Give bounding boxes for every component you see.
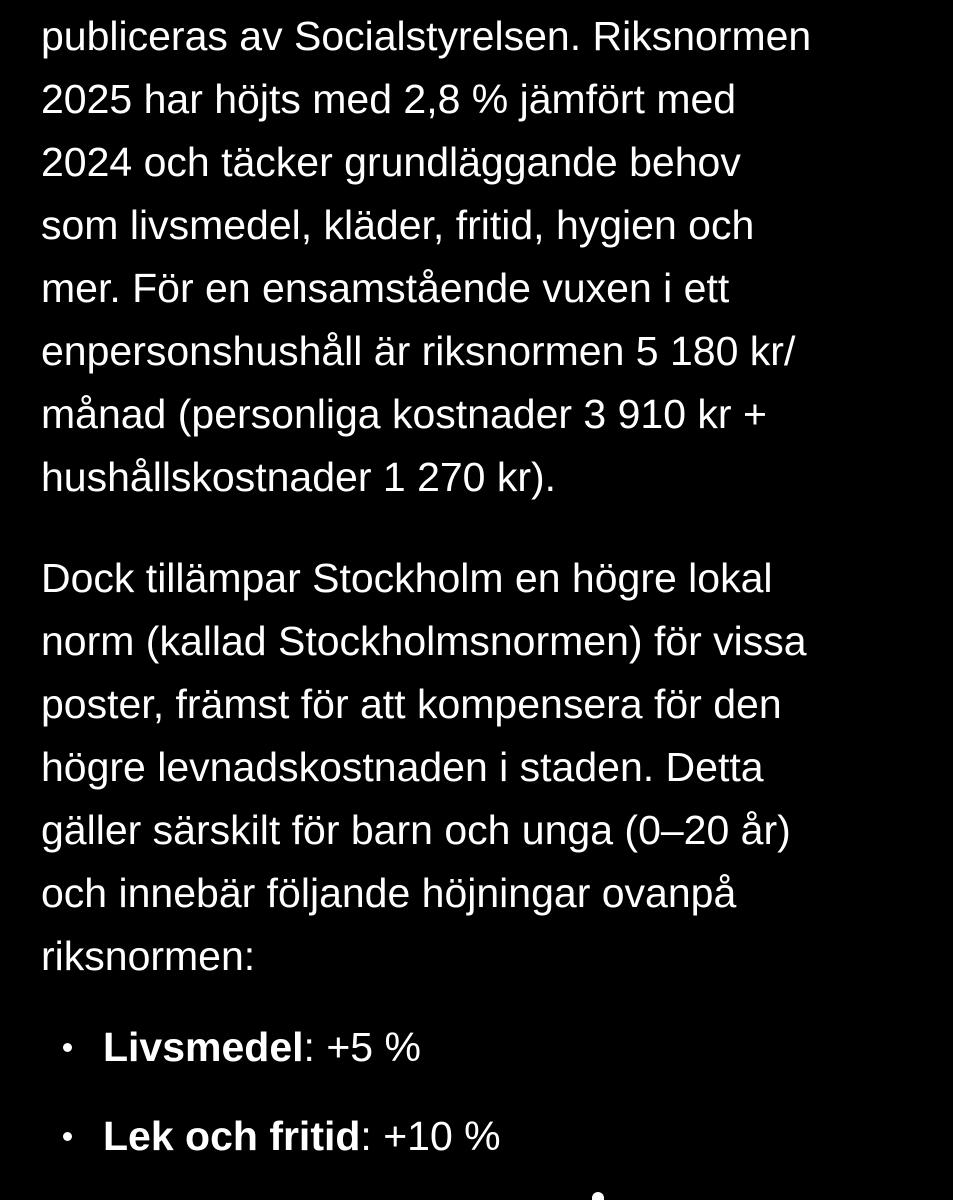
text-line: 2025 har höjts med 2,8 % jämfört med <box>41 76 737 122</box>
text-line: Dock tillämpar Stockholm en högre lokal <box>41 555 773 601</box>
text-line: norm (kallad Stockholmsnormen) för vissa <box>41 618 807 664</box>
text-line: hushållskostnader 1 270 kr). <box>41 454 557 500</box>
text-line: 2024 och täcker grundläggande behov <box>41 139 741 185</box>
text-line: som livsmedel, kläder, fritid, hygien och <box>41 202 755 248</box>
text-line: gäller särskilt för barn och unga (0–20 år) <box>41 807 791 853</box>
bullet-dot-icon <box>63 1043 72 1052</box>
text-line: månad (personliga kostnader 3 910 kr + <box>41 391 767 437</box>
bullet-dot-icon <box>63 1132 72 1141</box>
text-line: riksnormen: <box>41 933 256 979</box>
list-item <box>41 1105 941 1168</box>
bullet-list <box>41 1016 941 1168</box>
text-line: mer. För en ensamstående vuxen i ett <box>41 265 730 311</box>
paragraph-riksnorm <box>41 5 941 509</box>
message-text <box>41 5 941 1168</box>
bullet-term: Livsmedel <box>103 1024 304 1070</box>
bullet-term: Lek och fritid <box>103 1113 361 1159</box>
text-line: poster, främst för att kompensera för den <box>41 681 782 727</box>
text-line: enpersonshushåll är riksnormen 5 180 kr/ <box>41 328 796 374</box>
cut-off-text-fragment <box>592 1192 604 1200</box>
bullet-value: : +5 % <box>303 1024 421 1070</box>
text-line: högre levnadskostnaden i staden. Detta <box>41 744 764 790</box>
text-line: publiceras av Socialstyrelsen. Riksnormen <box>41 13 812 59</box>
list-item <box>41 1016 941 1079</box>
text-line: och innebär följande höjningar ovanpå <box>41 870 737 916</box>
bullet-value: : +10 % <box>360 1113 501 1159</box>
paragraph-stockholmsnorm <box>41 547 941 988</box>
